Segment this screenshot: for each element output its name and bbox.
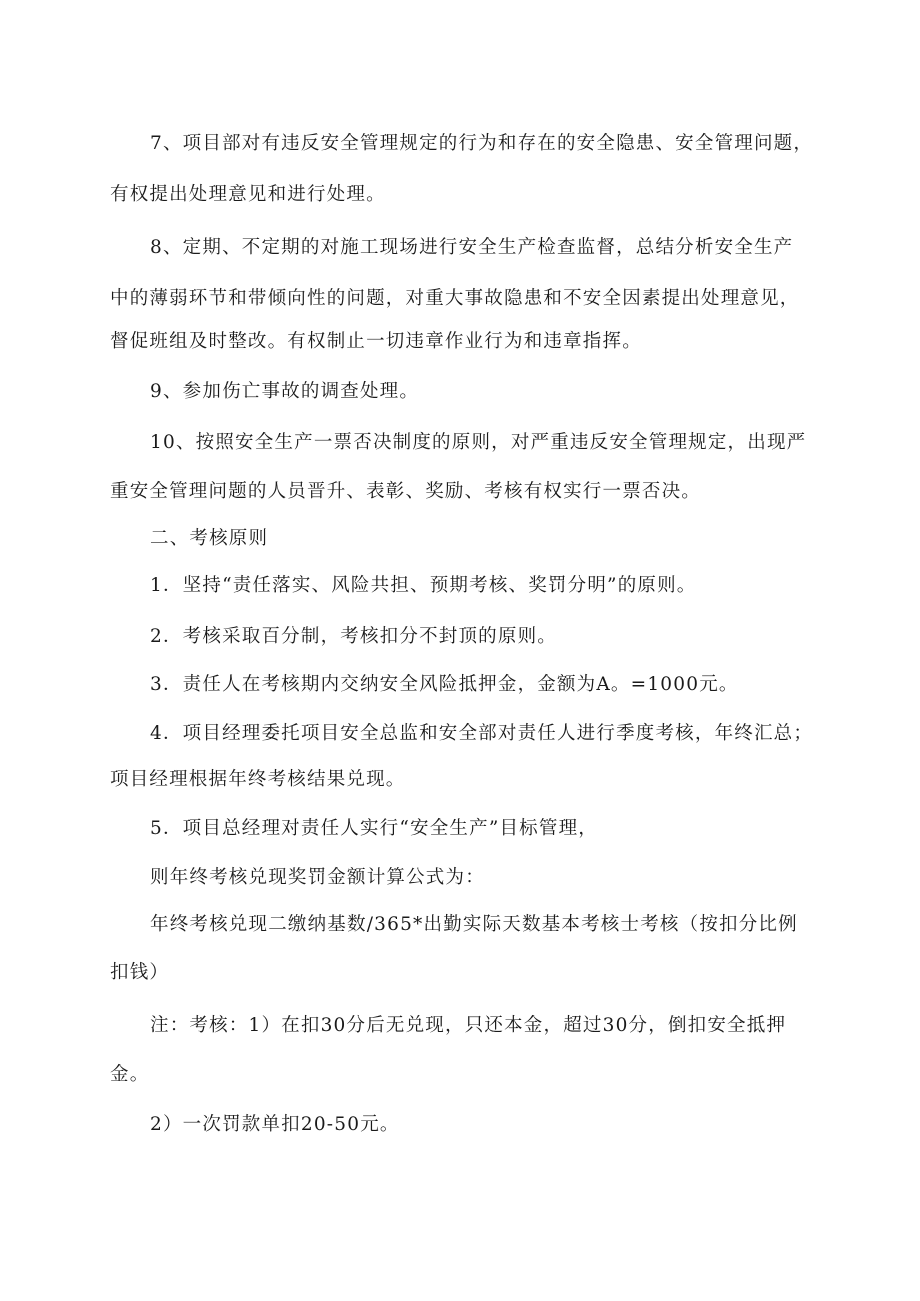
rule-4-line-2: 项目经理根据年终考核结果兑现。 — [110, 769, 406, 790]
paragraph-7-line-2: 有权提出处理意见和进行处理。 — [110, 184, 386, 205]
formula-line-2: 扣钱） — [110, 962, 170, 983]
section-heading: 二、考核原则 — [150, 528, 269, 549]
rule-2: 2．考核采取百分制，考核扣分不封顶的原则。 — [150, 626, 557, 647]
paragraph-7-line-1: 7、项目部对有违反安全管理规定的行为和存在的安全隐患、安全管理问题， — [150, 133, 814, 154]
paragraph-8-line-3: 督促班组及时整改。有权制止一切违章作业行为和违章指挥。 — [110, 331, 642, 352]
paragraph-9-line-1: 9、参加伤亡事故的调查处理。 — [150, 381, 420, 402]
paragraph-8-line-2: 中的薄弱环节和带倾向性的问题，对重大事故隐患和不安全因素提出处理意见， — [110, 288, 800, 309]
note-1-line-2: 金。 — [110, 1064, 150, 1085]
rule-1: 1．坚持“责任落实、风险共担、预期考核、奖罚分明”的原则。 — [150, 575, 697, 596]
paragraph-8-line-1: 8、定期、不定期的对施工现场进行安全生产检查监督，总结分析安全生产 — [150, 237, 794, 258]
paragraph-10-line-2: 重安全管理问题的人员晋升、表彰、奖励、考核有权实行一票否决。 — [110, 481, 702, 502]
rule-4-line-1: 4．项目经理委托项目安全总监和安全部对责任人进行季度考核，年终汇总； — [150, 723, 814, 744]
formula-line-1: 年终考核兑现二缴纳基数/365*出勤实际天数基本考核士考核（按扣分比例 — [150, 914, 798, 935]
note-1-line-1: 注：考核：1）在扣30分后无兑现，只还本金，超过30分，倒扣安全抵押 — [150, 1015, 787, 1036]
rule-3: 3．责任人在考核期内交纳安全风险抵押金，金额为A。=1000元。 — [150, 674, 739, 695]
paragraph-10-line-1: 10、按照安全生产一票否决制度的原则，对严重违反安全管理规定，出现严 — [150, 432, 807, 453]
formula-intro: 则年终考核兑现奖罚金额计算公式为： — [150, 867, 485, 888]
rule-5: 5．项目总经理对责任人实行“安全生产”目标管理， — [150, 818, 598, 839]
note-2: 2）一次罚款单扣20-50元。 — [150, 1114, 400, 1135]
